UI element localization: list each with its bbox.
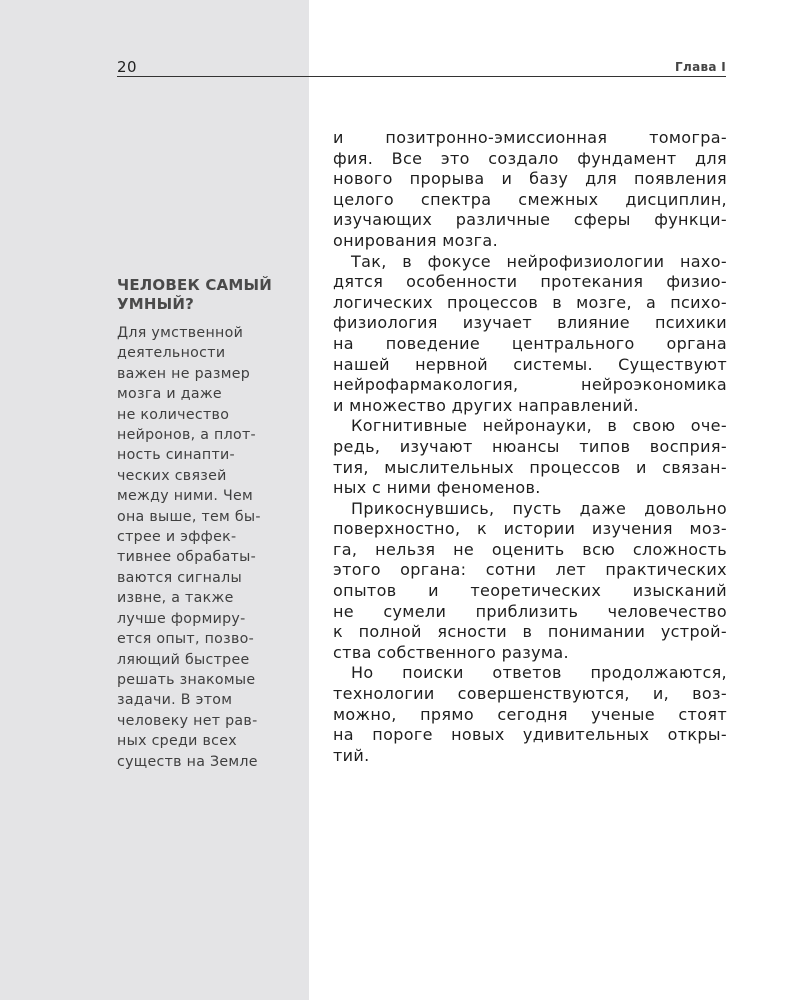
main-line: дятся особенности протекания физио- xyxy=(333,272,727,292)
sidebar-title xyxy=(117,276,297,314)
sidebar-line: между ними. Чем xyxy=(117,488,254,505)
sidebar-line: лучше формиру- xyxy=(117,610,246,627)
sidebar-text xyxy=(117,323,302,772)
sidebar-line: мозга и даже xyxy=(117,386,222,403)
sidebar-line: ется опыт, позво- xyxy=(117,631,255,648)
sidebar-line: ность синапти- xyxy=(117,447,235,464)
main-line: ства собственного разума. xyxy=(333,642,569,662)
sidebar-line: Для умственной xyxy=(117,325,244,341)
main-line: нашей нервной системы. Существуют xyxy=(333,354,727,374)
main-line: изучающих различные сферы функци- xyxy=(333,210,727,230)
sidebar-line: ваются сигналы xyxy=(117,569,243,586)
sidebar-line: ных среди всех xyxy=(117,733,237,750)
chapter-label: Глава I xyxy=(675,60,726,74)
sidebar-line: не количество xyxy=(117,406,230,423)
sidebar-line: нейронов, а плот- xyxy=(117,427,256,444)
main-line: на пороге новых удивительных откры- xyxy=(333,725,727,745)
main-line: не сумели приблизить человечество xyxy=(333,601,727,621)
sidebar-line: решать знакомые xyxy=(117,671,256,688)
main-line: и позитронно-эмиссионная томогра- xyxy=(333,128,727,147)
sidebar-line: существ на Земле xyxy=(117,753,258,770)
main-line: редь, изучают нюансы типов восприя- xyxy=(333,436,727,456)
main-line: га, нельзя не оценить всю сложность xyxy=(333,539,727,559)
sidebar-line: она выше, тем бы- xyxy=(117,508,261,525)
main-line: и множество других направлений. xyxy=(333,395,639,415)
running-header xyxy=(117,58,726,77)
sidebar-line: стрее и эффек- xyxy=(117,529,237,546)
main-line: физиология изучает влияние психики xyxy=(333,313,727,333)
main-text xyxy=(333,128,727,766)
main-line: этого органа: сотни лет практических xyxy=(333,560,727,580)
main-line: к полной ясности в понимании устрой- xyxy=(333,622,727,642)
sidebar-line: извне, а также xyxy=(117,590,234,607)
sidebar-line: важен не размер xyxy=(117,365,251,382)
sidebar-line: деятельности xyxy=(117,345,226,362)
sidebar-title-line: ЧЕЛОВЕК САМЫЙ xyxy=(117,276,272,294)
sidebar-title-line: УМНЫЙ? xyxy=(117,295,195,313)
main-line: Прикоснувшись, пусть даже довольно xyxy=(351,498,727,518)
main-line: поверхностно, к истории изучения моз- xyxy=(333,519,727,539)
sidebar-line: ляющий быстрее xyxy=(117,651,250,668)
main-line: можно, прямо сегодня ученые стоят xyxy=(333,704,727,724)
main-line: фия. Все это создало фундамент для xyxy=(333,148,727,168)
main-line: технологии совершенствуются, и, воз- xyxy=(333,684,727,704)
main-line: Когнитивные нейронауки, в свою оче- xyxy=(351,416,727,436)
main-line: Так, в фокусе нейрофизиологии нахо- xyxy=(351,251,727,271)
sidebar-line: задачи. В этом xyxy=(117,692,233,709)
main-line: онирования мозга. xyxy=(333,230,499,250)
main-line: нейрофармакология, нейроэкономика xyxy=(333,375,727,395)
sidebar-line: ческих связей xyxy=(117,467,227,484)
main-line: логических процессов в мозге, а психо- xyxy=(333,292,727,312)
main-line: нового прорыва и базу для появления xyxy=(333,169,727,189)
main-line: тия, мыслительных процессов и связан- xyxy=(333,457,727,477)
page-number: 20 xyxy=(117,58,138,76)
main-line: целого спектра смежных дисциплин, xyxy=(333,189,727,209)
main-line: Но поиски ответов продолжаются, xyxy=(351,663,727,683)
main-line: опытов и теоретических изысканий xyxy=(333,581,727,601)
main-line: тий. xyxy=(333,745,370,765)
main-line: ных с ними феноменов. xyxy=(333,478,541,498)
sidebar-line: тивнее обрабаты- xyxy=(117,549,257,566)
main-line: на поведение центрального органа xyxy=(333,333,727,353)
sidebar-line: человеку нет рав- xyxy=(117,712,258,729)
